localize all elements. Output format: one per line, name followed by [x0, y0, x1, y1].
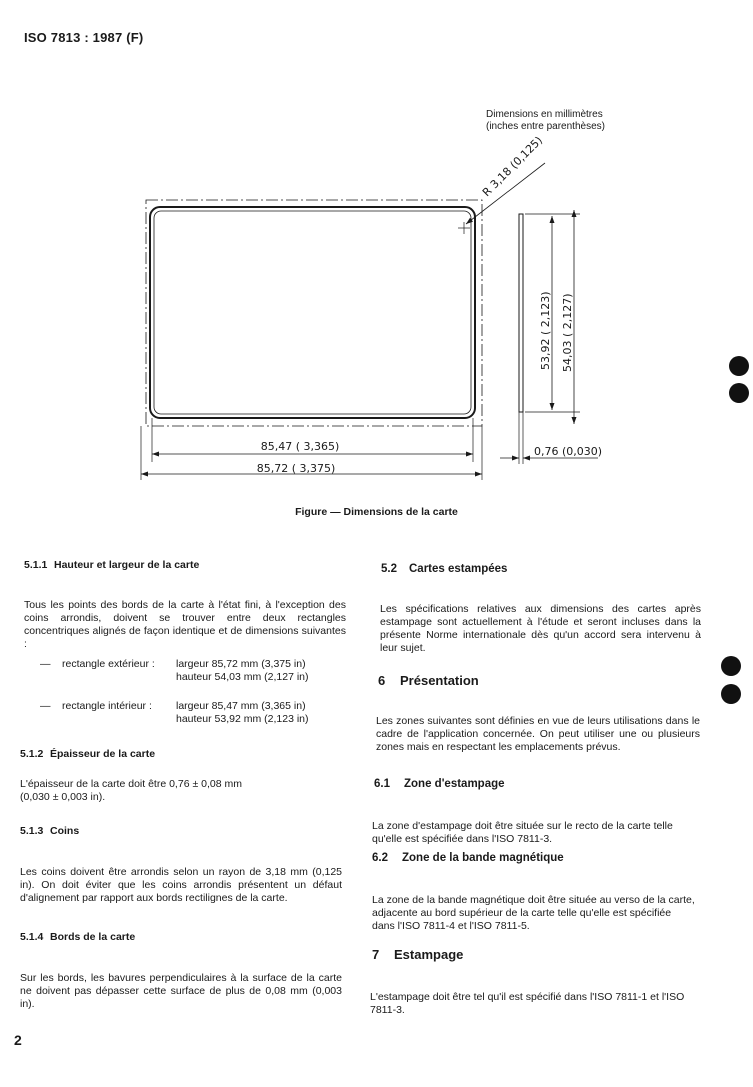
heading-6-1 — [374, 778, 505, 790]
heading-5-1-1-title: Hauteur et largeur de la carte — [54, 559, 200, 571]
heading-5-2 — [381, 563, 507, 575]
heading-7 — [372, 947, 463, 962]
para-5-1-2-line1: L'épaisseur de la carte doit être 0,76 ± 0,08 mm — [20, 778, 242, 790]
outer-width-label: 85,72 ( 3,375) — [256, 462, 336, 475]
heading-5-1-2-num: 5.1.2 — [20, 748, 44, 760]
para-5-1-3: Les coins doivent être arrondis selon un rayon de 3,18 mm (0,125 in). On doit éviter que les coins arrondis présentent un défaut d'alignement par rapport aux bords rectilignes de la carte. — [20, 865, 342, 904]
thickness-label: 0,76 (0,030) — [534, 445, 603, 458]
inner-width-label: 85,47 ( 3,365) — [260, 440, 340, 453]
heading-6-num: 6 — [378, 673, 386, 688]
card-dimensions-figure — [0, 0, 753, 500]
document-header: ISO 7813 : 1987 (F) — [24, 30, 144, 45]
outer-rectangle — [146, 200, 482, 426]
punch-hole-dot — [721, 656, 741, 676]
rect-interior-width: largeur 85,47 mm (3,365 in) — [176, 700, 306, 712]
heading-6-2-title: Zone de la bande magnétique — [402, 852, 564, 864]
card-inner-outline — [154, 211, 471, 414]
para-5-1-2-line2: (0,030 ± 0,003 in). — [20, 791, 106, 803]
rect-interior-label: rectangle intérieur : — [62, 700, 152, 712]
para-5-2: Les spécifications relatives aux dimensions des cartes après estampage sont actuellement à l'étude et seront incluses dans la présente Norme internationale dès qu'un accord sera intervenu à leur sujet. — [380, 602, 701, 654]
rect-interior-height: hauteur 53,92 mm (2,123 in) — [176, 713, 309, 725]
punch-hole-dot — [721, 684, 741, 704]
figure-caption: Figure — Dimensions de la carte — [295, 506, 458, 518]
dimensions-note-line1: Dimensions en millimètres — [486, 109, 603, 120]
heading-5-1-3-title: Coins — [50, 825, 80, 837]
heading-6-1-num: 6.1 — [374, 778, 390, 790]
heading-6-2 — [372, 852, 564, 864]
rect-interior-row — [40, 700, 340, 726]
inner-height-label: 53,92 ( 2,123) — [539, 291, 552, 370]
heading-5-1-3-num: 5.1.3 — [20, 825, 44, 837]
heading-7-title: Estampage — [394, 947, 464, 962]
heading-5-1-4-title: Bords de la carte — [50, 931, 136, 943]
card-side-view — [519, 214, 523, 412]
heading-5-1-1-num: 5.1.1 — [24, 559, 48, 571]
heading-5-1-2-title: Épaisseur de la carte — [50, 748, 156, 760]
outer-height-label: 54,03 ( 2,127) — [561, 293, 574, 372]
rect-exterior-width: largeur 85,72 mm (3,375 in) — [176, 658, 306, 670]
rect-exterior-label: rectangle extérieur : — [62, 658, 155, 670]
rect-exterior-height: hauteur 54,03 mm (2,127 in) — [176, 671, 309, 683]
para-5-1-4: Sur les bords, les bavures perpendiculaires à la surface de la carte ne doivent pas dépasser cette surface de plus de 0,08 mm (0,003 in). — [20, 971, 342, 1010]
heading-5-2-num: 5.2 — [381, 563, 397, 575]
para-6-1: La zone d'estampage doit être située sur le recto de la carte telle qu'elle est spécifiée dans l'ISO 7811-3. — [372, 819, 673, 845]
heading-5-2-title: Cartes estampées — [409, 563, 508, 575]
heading-6-2-num: 6.2 — [372, 852, 388, 864]
heading-5-1-4 — [20, 931, 135, 943]
punch-hole-dot — [729, 383, 749, 403]
para-6: Les zones suivantes sont définies en vue de leurs utilisations dans le cadre de l'application concernée. On peut utiliser une ou plusieurs zones mais en respectant les emplacements prévus. — [376, 714, 700, 753]
para-5-1-1: Tous les points des bords de la carte à l'état fini, à l'exception des coins arrondis, doivent se trouver entre deux rectangles concentriques alignés de façon identique et de dimensions suivantes : — [24, 598, 346, 650]
heading-6-1-title: Zone d'estampage — [404, 778, 505, 790]
card-outline — [150, 207, 475, 418]
page-number: 2 — [14, 1032, 22, 1048]
para-5-1-2 — [20, 778, 342, 804]
para-6-2: La zone de la bande magnétique doit être située au verso de la carte, adjacente au bord supérieur de la carte telle qu'elle est spécifiée dans l'ISO 7811-4 et l'ISO 7811-5. — [372, 893, 695, 932]
radius-label: R 3,18 (0,125) — [479, 133, 546, 200]
heading-5-1-3 — [20, 825, 79, 837]
heading-5-1-4-num: 5.1.4 — [20, 931, 44, 943]
para-7: L'estampage doit être tel qu'il est spécifié dans l'ISO 7811-1 et l'ISO 7811-3. — [370, 990, 685, 1016]
heading-7-num: 7 — [372, 947, 380, 962]
rect-exterior-dash: — — [40, 658, 51, 670]
heading-6 — [378, 673, 479, 688]
dimensions-note-line2: (inches entre parenthèses) — [486, 121, 605, 132]
punch-hole-dot — [729, 356, 749, 376]
heading-5-1-2 — [20, 748, 155, 760]
rect-interior-dash: — — [40, 700, 51, 712]
heading-6-title: Présentation — [400, 673, 479, 688]
heading-5-1-1 — [24, 559, 199, 571]
rect-exterior-row — [40, 658, 340, 684]
